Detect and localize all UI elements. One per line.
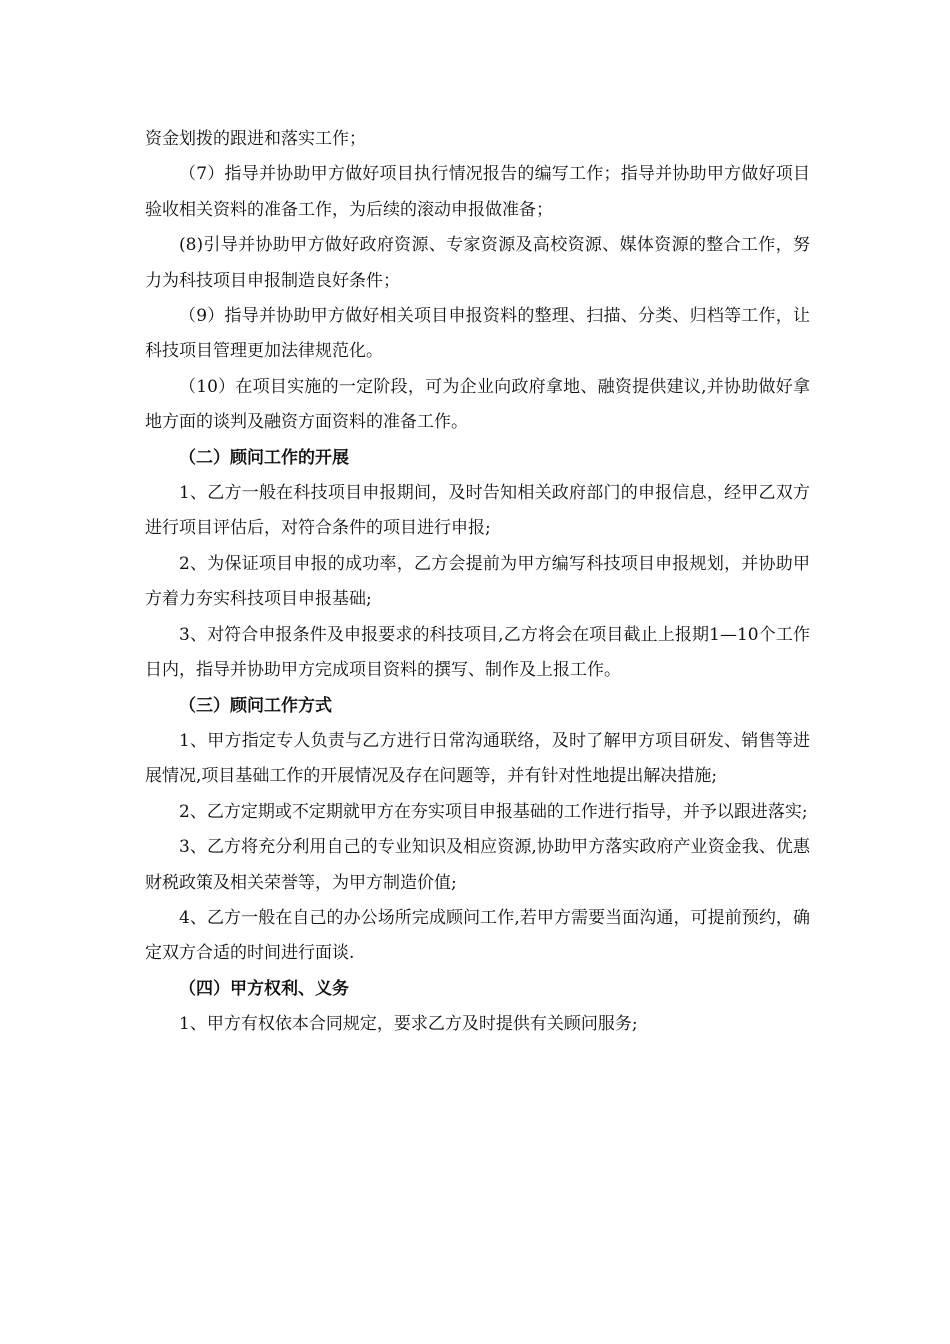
- paragraph-2-3: 3、对符合申报条件及申报要求的科技项目,乙方将会在项目截止上报期1—10个工作日内，指导并协助甲方完成项目资料的撰写、制作及上报工作。: [145, 624, 810, 681]
- section-heading-2: （二）顾问工作的开展: [179, 447, 349, 468]
- paragraph-continuation: 资金划拨的跟进和落实工作；: [145, 129, 366, 149]
- paragraph-3-1: 1、甲方指定专人负责与乙方进行日常沟通联络，及时了解甲方项目研发、销售等进展情况,项目基础工作的开展情况及存在问题等，并有针对性地提出解决措施;: [145, 730, 810, 787]
- paragraph-item-9: （9）指导并协助甲方做好相关项目申报资料的整理、扫描、分类、归档等工作，让科技项目管理更加法律规范化。: [145, 306, 810, 362]
- paragraph-3-3: 3、乙方将充分利用自己的专业知识及相应资源,协助甲方落实政府产业资金我、优惠财税政策及相关荣誉等，为甲方制造价值;: [145, 837, 810, 893]
- document-body: [145, 122, 810, 1043]
- paragraph-2-2: 2、为保证项目申报的成功率，乙方会提前为甲方编写科技项目申报规划，并协助甲方着力夯实科技项目申报基础;: [145, 553, 810, 610]
- section-heading-4: （四）甲方权利、义务: [179, 978, 349, 999]
- paragraph-item-8: (8)引导并协助甲方做好政府资源、专家资源及高校资源、媒体资源的整合工作，努力为科技项目申报制造良好条件；: [145, 235, 810, 291]
- paragraph-3-2: 2、乙方定期或不定期就甲方在夯实项目申报基础的工作进行指导，并予以跟进落实;: [179, 801, 808, 822]
- paragraph-2-1: 1、乙方一般在科技项目申报期间，及时告知相关政府部门的申报信息，经甲乙双方进行项目评估后，对符合条件的项目进行申报;: [145, 483, 810, 539]
- paragraph-3-4: 4、乙方一般在自己的办公场所完成顾问工作,若甲方需要当面沟通，可提前预约，确定双方合适的时间进行面谈.: [145, 907, 810, 964]
- paragraph-item-10: （10）在项目实施的一定阶段，可为企业向政府拿地、融资提供建议,并协助做好拿地方面的谈判及融资方面资料的准备工作。: [145, 376, 810, 433]
- paragraph-4-1: 1、甲方有权依本合同规定，要求乙方及时提供有关顾问服务;: [179, 1014, 638, 1035]
- section-heading-3: （三）顾问工作方式: [179, 695, 332, 716]
- paragraph-item-7: （7）指导并协助甲方做好项目执行情况报告的编写工作；指导并协助甲方做好项目验收相关资料的准备工作，为后续的滚动申报做准备；: [145, 164, 810, 220]
